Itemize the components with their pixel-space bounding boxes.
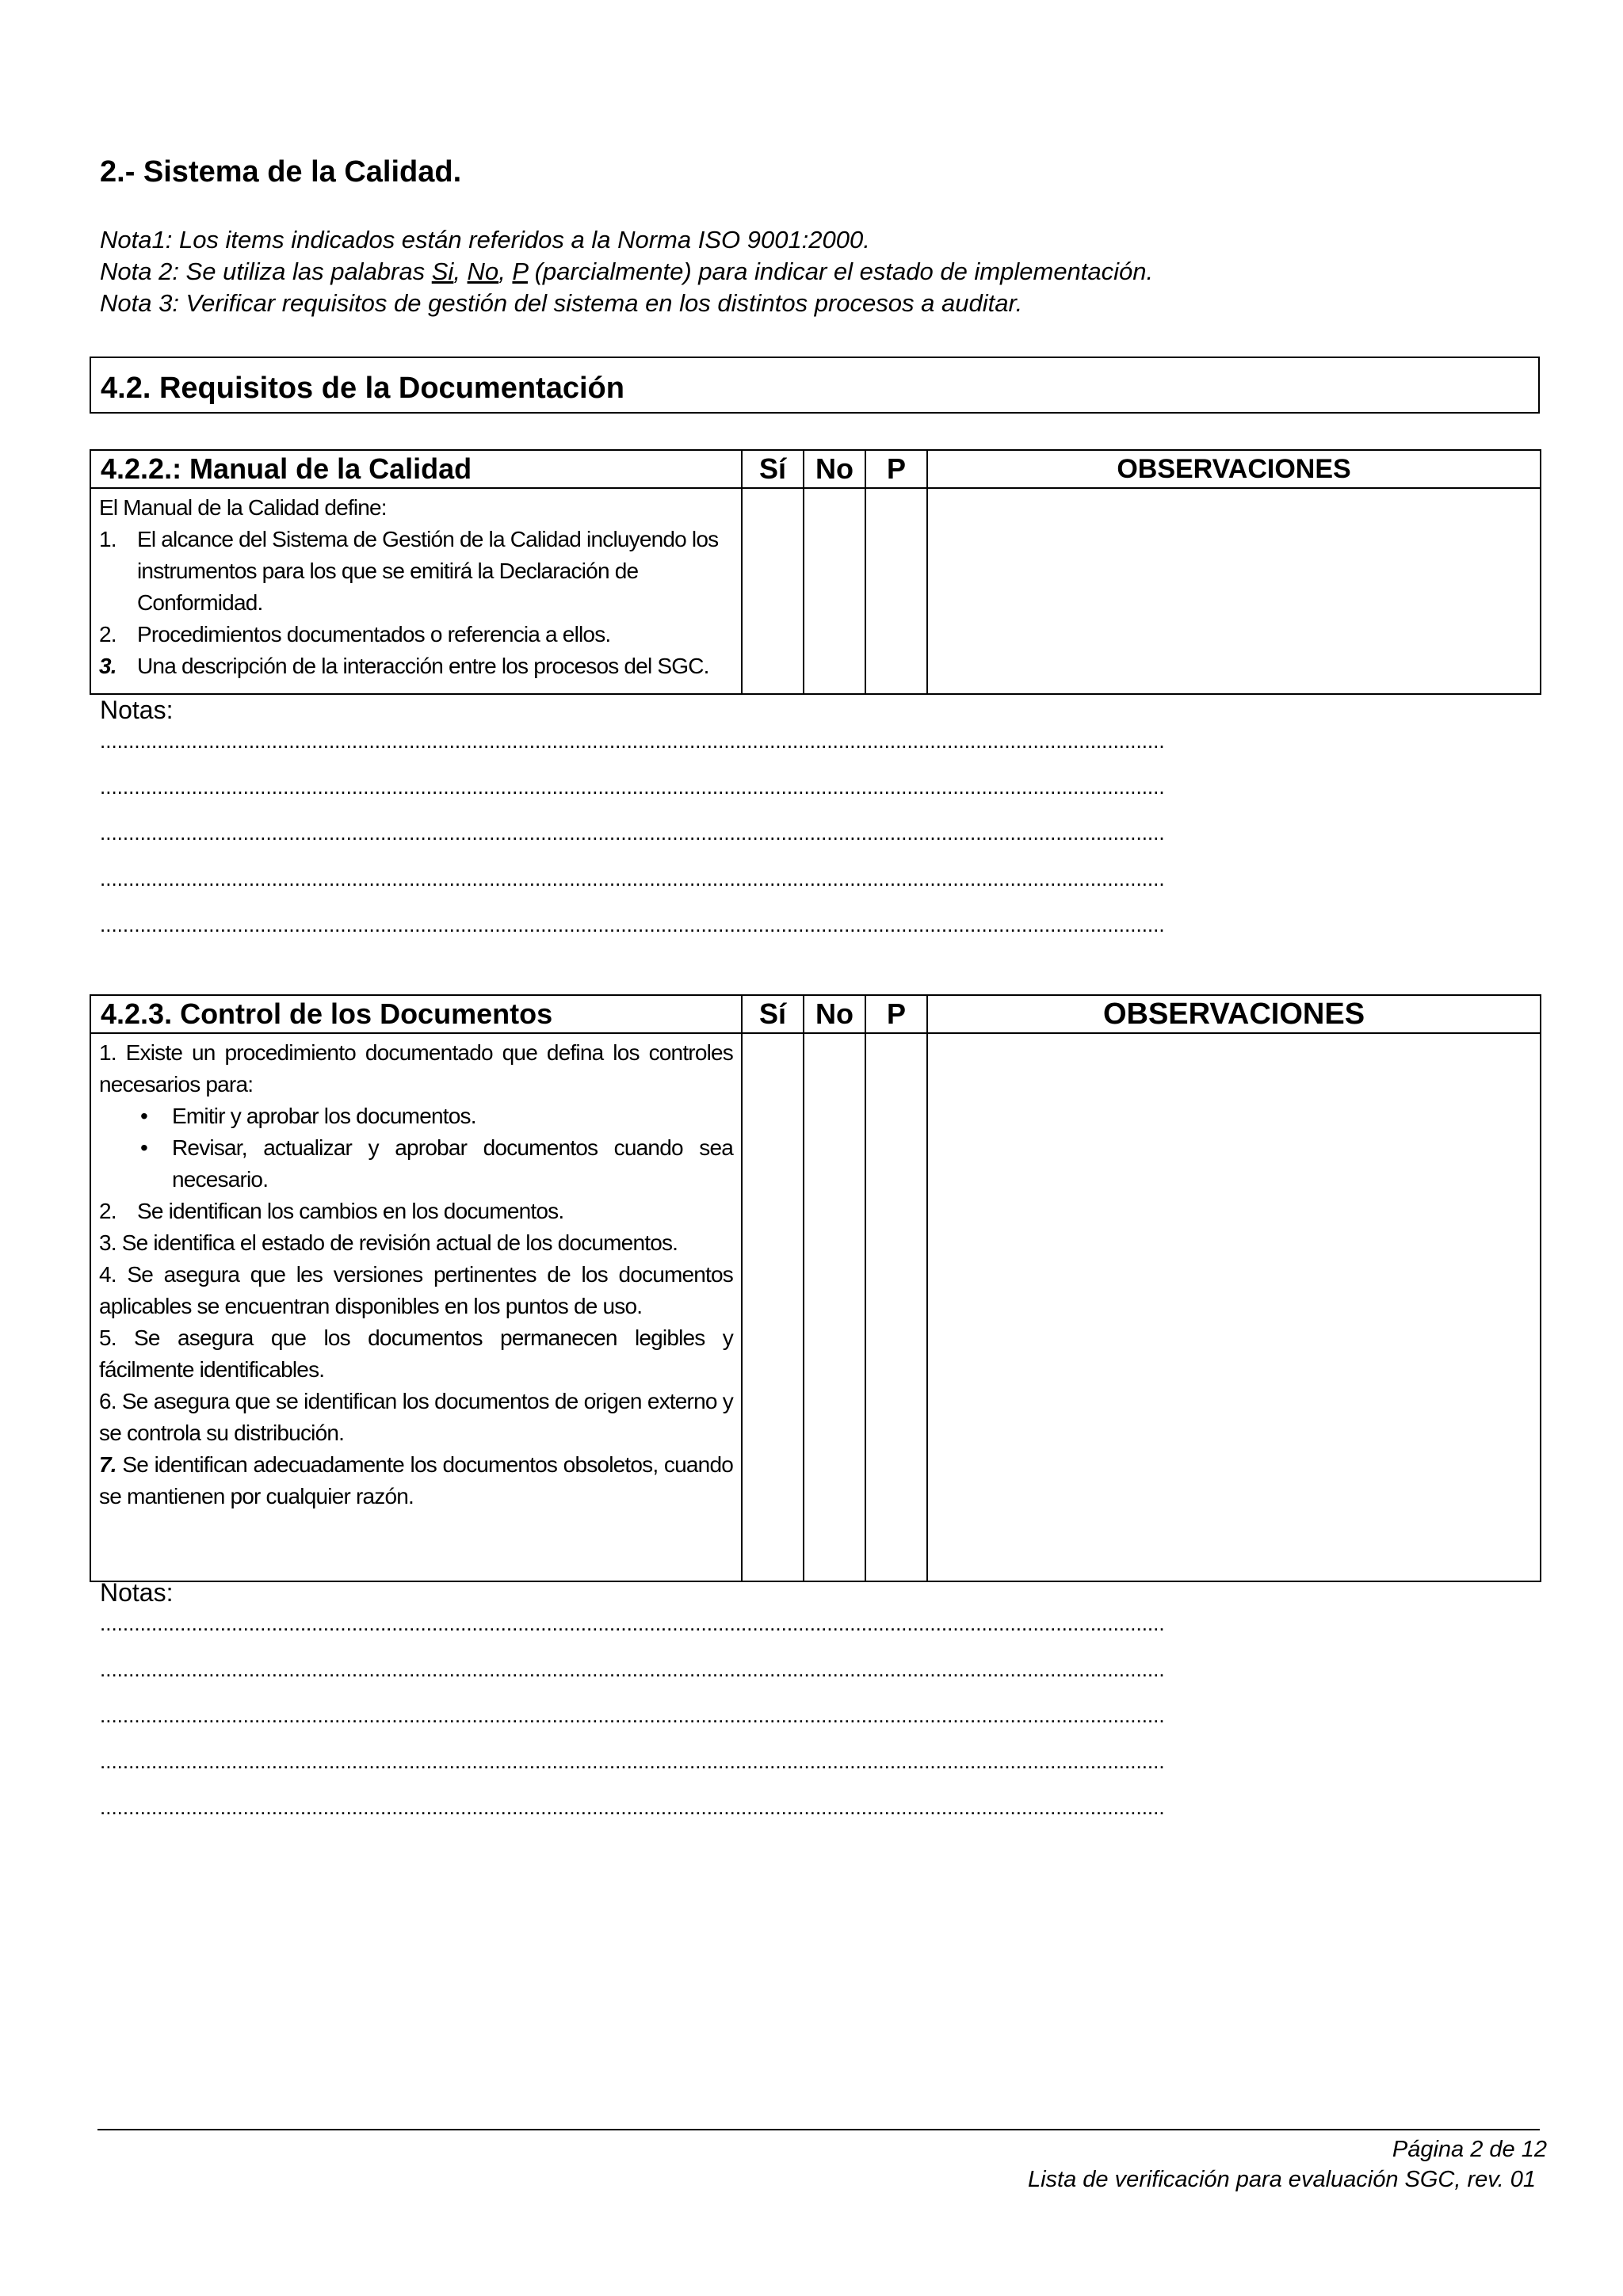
notes-line[interactable]: .......................................................................................................................................................................................... <box>100 1703 1165 1727</box>
notes-line[interactable]: .......................................................................................................................................................................................... <box>100 729 1165 753</box>
section-title-box <box>90 357 1540 414</box>
bullet-icon: • <box>140 1104 148 1128</box>
item-number: 1. <box>99 527 116 551</box>
p-checkbox-cell[interactable] <box>865 488 927 694</box>
list-item <box>99 650 733 682</box>
note-2-si: Si <box>431 257 454 285</box>
bullet-text: Revisar, actualizar y aprobar documentos cuando sea necesario. <box>172 1135 733 1192</box>
col-observaciones-header: OBSERVACIONES <box>927 450 1541 488</box>
bullet-item <box>99 1132 733 1196</box>
item-7-number: 7. <box>99 1452 116 1477</box>
item-7-body: Se identifican adecuadamente los documentos obsoletos, cuando se mantienen por cualquier razón. <box>99 1452 733 1508</box>
notes-line[interactable]: .......................................................................................................................................................................................... <box>100 775 1165 799</box>
col-no-header: No <box>804 450 865 488</box>
notes-line[interactable]: .......................................................................................................................................................................................... <box>100 821 1165 845</box>
table-row <box>90 488 1541 694</box>
bullet-item <box>99 1100 733 1132</box>
p-checkbox-cell[interactable] <box>865 1033 927 1581</box>
table-header-row <box>90 995 1541 1033</box>
si-checkbox-cell[interactable] <box>742 488 804 694</box>
note-2: Nota 2: Se utiliza las palabras Si, No, P (parcialmente) para indicar el estado de implementación. <box>100 257 1154 285</box>
item-5-text: 5. Se asegura que los documentos permanecen legibles y fácilmente identificables. <box>99 1325 733 1382</box>
notes-line[interactable]: .......................................................................................................................................................................................... <box>100 1749 1165 1773</box>
observaciones-cell[interactable] <box>927 488 1541 694</box>
col-si-header: Sí <box>742 995 804 1033</box>
intro-text: El Manual de la Calidad define: <box>99 495 387 520</box>
item-1-text: 1. Existe un procedimiento documentado que defina los controles necesarios para: <box>99 1040 733 1097</box>
no-checkbox-cell[interactable] <box>804 488 865 694</box>
note-2-no: No <box>467 257 499 285</box>
table-title: 4.2.2.: Manual de la Calidad <box>90 450 742 488</box>
item-text: El alcance del Sistema de Gestión de la Calidad incluyendo los instrumentos para los que se emitirá la Declaración de Conformidad. <box>137 527 719 615</box>
note-2-prefix: Nota 2: Se utiliza las palabras <box>100 257 432 285</box>
notes-line[interactable]: .......................................................................................................................................................................................... <box>100 1657 1165 1681</box>
footer-document-title: Lista de verificación para evaluación SGC, rev. 01 <box>1027 2167 1536 2192</box>
notes-line[interactable]: .......................................................................................................................................................................................... <box>100 1611 1165 1635</box>
notes-line[interactable]: .......................................................................................................................................................................................... <box>100 867 1165 891</box>
item-7-text <box>99 1449 733 1512</box>
list-item <box>99 1196 733 1227</box>
si-checkbox-cell[interactable] <box>742 1033 804 1581</box>
requirements-cell <box>90 488 742 694</box>
col-p-header: P <box>865 450 927 488</box>
notas-label: Notas: <box>100 696 174 724</box>
notes-line[interactable]: .......................................................................................................................................................................................... <box>100 913 1165 936</box>
notas-label: Notas: <box>100 1578 174 1607</box>
bullet-text: Emitir y aprobar los documentos. <box>172 1104 476 1128</box>
requirements-cell <box>90 1033 742 1581</box>
note-2-p: P <box>512 257 528 285</box>
item-text: Se identifican los cambios en los documentos. <box>137 1199 564 1223</box>
item-number: 2. <box>99 622 116 646</box>
item-3-text: 3. Se identifica el estado de revisión actual de los documentos. <box>99 1230 678 1255</box>
note-3: Nota 3: Verificar requisitos de gestión del sistema en los distintos procesos a auditar. <box>100 289 1023 317</box>
notes-block <box>100 224 1153 319</box>
note-2-suffix: (parcialmente) para indicar el estado de implementación. <box>527 257 1154 285</box>
list-item <box>99 619 733 650</box>
footer-page-number: Página 2 de 12 <box>1392 2137 1547 2162</box>
checklist-table-control <box>90 994 1541 1582</box>
table-header-row <box>90 450 1541 488</box>
bullet-icon: • <box>140 1135 148 1160</box>
col-no-header: No <box>804 995 865 1033</box>
col-p-header: P <box>865 995 927 1033</box>
section-title: 4.2. Requisitos de la Documentación <box>101 372 624 405</box>
footer-divider <box>97 2129 1540 2130</box>
note-1: Nota1: Los items indicados están referidos a la Norma ISO 9001:2000. <box>100 226 870 254</box>
item-text: Procedimientos documentados o referencia a ellos. <box>137 622 611 646</box>
item-number: 2. <box>99 1199 116 1223</box>
item-text: Una descripción de la interacción entre los procesos del SGC. <box>137 654 709 678</box>
item-number: 3. <box>99 654 116 678</box>
table-title: 4.2.3. Control de los Documentos <box>90 995 742 1033</box>
no-checkbox-cell[interactable] <box>804 1033 865 1581</box>
observaciones-cell[interactable] <box>927 1033 1541 1581</box>
col-si-header: Sí <box>742 450 804 488</box>
page-heading: 2.- Sistema de la Calidad. <box>100 155 462 189</box>
list-item <box>99 524 733 619</box>
table-row <box>90 1033 1541 1581</box>
checklist-table-manual <box>90 449 1541 695</box>
notes-line[interactable]: .......................................................................................................................................................................................... <box>100 1795 1165 1819</box>
col-observaciones-header: OBSERVACIONES <box>927 995 1541 1033</box>
item-4-text: 4. Se asegura que les versiones pertinentes de los documentos aplicables se encuentran disponibles en los puntos de uso. <box>99 1262 733 1318</box>
item-6-text: 6. Se asegura que se identifican los documentos de origen externo y se controla su distribución. <box>99 1389 733 1445</box>
